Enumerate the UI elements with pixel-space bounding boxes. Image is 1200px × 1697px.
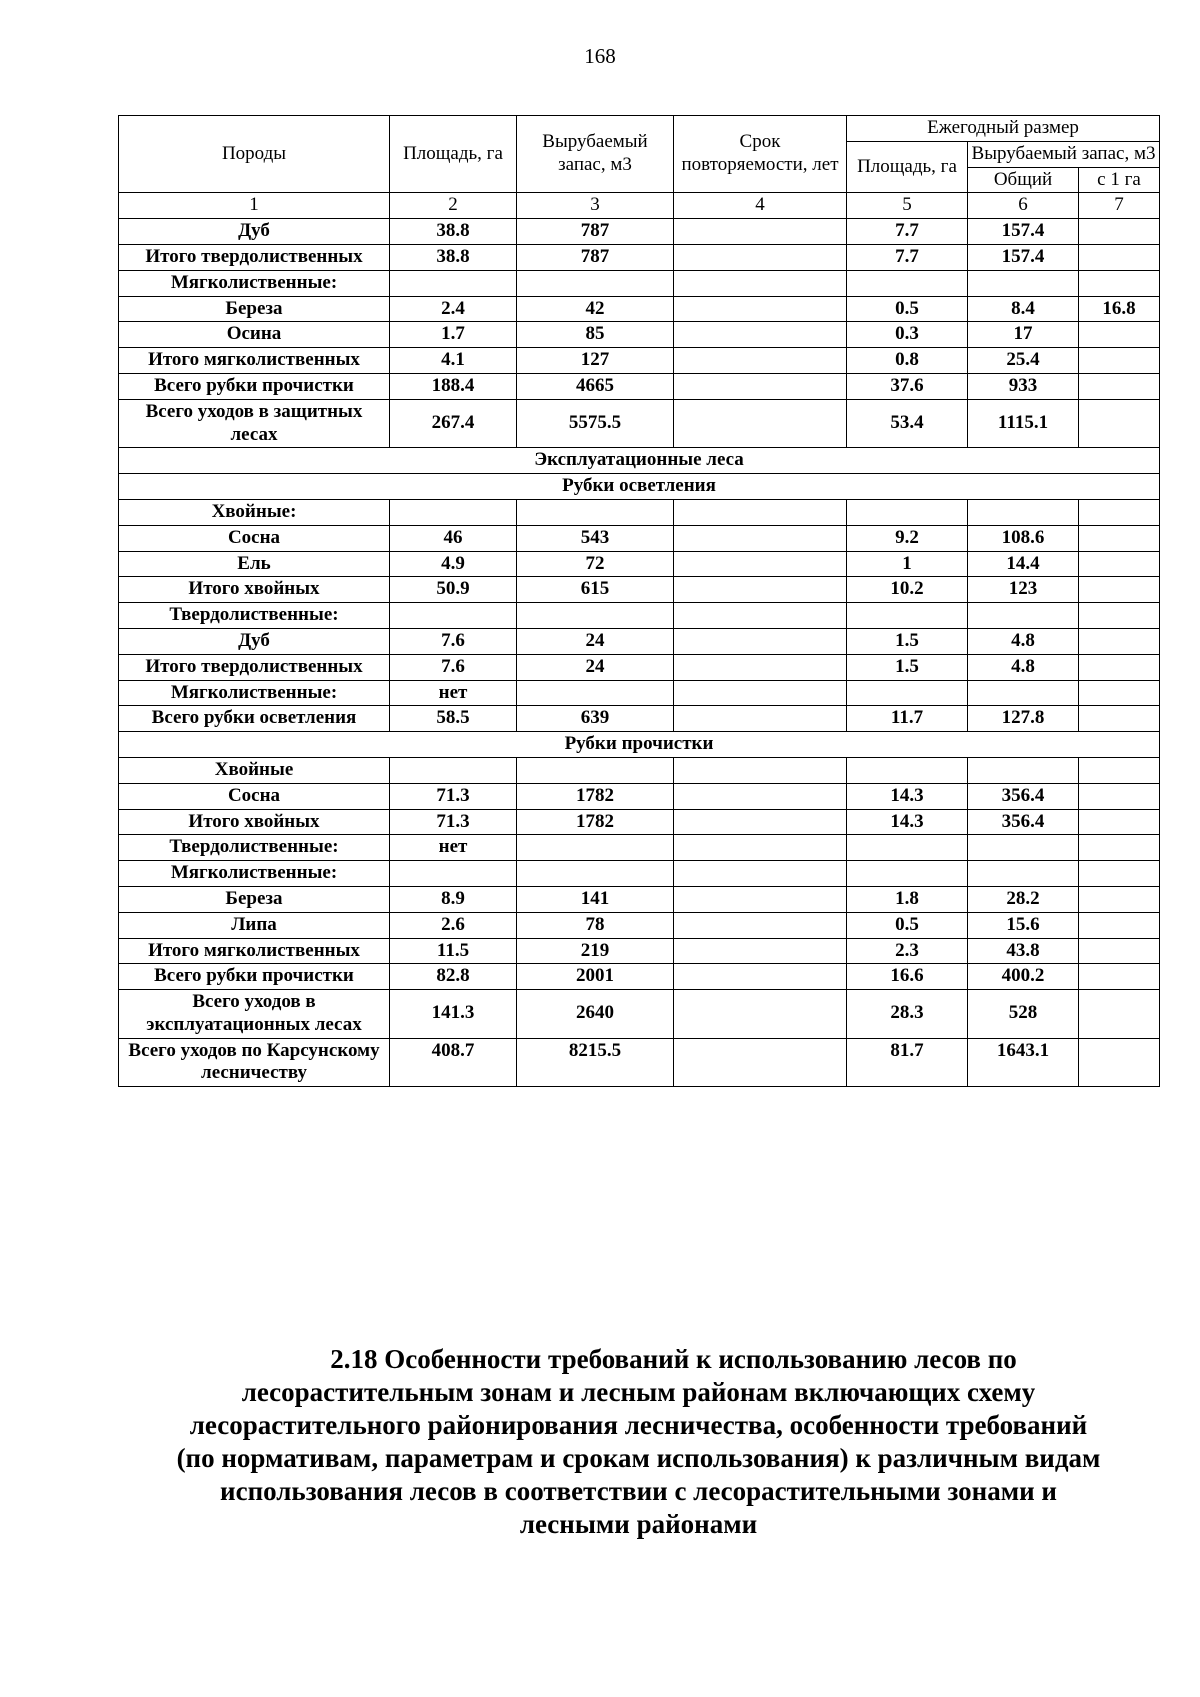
annual-total-cell: 1115.1 — [968, 399, 1079, 448]
area-cell: 58.5 — [390, 706, 517, 732]
volume-cell: 42 — [517, 296, 674, 322]
annual-area-cell: 28.3 — [847, 990, 968, 1039]
period-cell — [674, 757, 847, 783]
heading-line: (по нормативам, параметрам и срокам использования) к различным видам — [176, 1443, 1101, 1473]
table-row — [119, 990, 1160, 1039]
table-body — [119, 219, 1160, 1087]
header-area: Площадь, га — [390, 116, 517, 193]
per-ha-cell — [1079, 499, 1160, 525]
volume-cell: 2640 — [517, 990, 674, 1039]
period-cell — [674, 809, 847, 835]
annual-area-cell: 0.5 — [847, 912, 968, 938]
annual-total-cell: 157.4 — [968, 219, 1079, 245]
table-row — [119, 706, 1160, 732]
annual-total-cell: 43.8 — [968, 938, 1079, 964]
period-cell — [674, 628, 847, 654]
area-cell: 46 — [390, 525, 517, 551]
species-cell: Дуб — [119, 628, 390, 654]
annual-total-cell: 17 — [968, 322, 1079, 348]
heading-line: лесорастительным зонам и лесным районам включающих схему — [241, 1377, 1036, 1407]
per-ha-cell — [1079, 399, 1160, 448]
table-row — [119, 499, 1160, 525]
per-ha-cell — [1079, 835, 1160, 861]
table-row — [119, 912, 1160, 938]
header-annual: Ежегодный размер — [847, 116, 1160, 142]
annual-total-cell: 528 — [968, 990, 1079, 1039]
species-cell: Всего рубки прочистки — [119, 964, 390, 990]
annual-area-cell: 14.3 — [847, 809, 968, 835]
column-number: 7 — [1079, 193, 1160, 219]
period-cell — [674, 551, 847, 577]
area-cell: 71.3 — [390, 809, 517, 835]
period-cell — [674, 654, 847, 680]
area-cell: 4.1 — [390, 348, 517, 374]
annual-area-cell: 14.3 — [847, 783, 968, 809]
species-cell: Осина — [119, 322, 390, 348]
area-cell: 1.7 — [390, 322, 517, 348]
table-row — [119, 577, 1160, 603]
period-cell — [674, 348, 847, 374]
annual-total-cell: 400.2 — [968, 964, 1079, 990]
annual-total-cell: 123 — [968, 577, 1079, 603]
species-cell: Береза — [119, 296, 390, 322]
period-cell — [674, 219, 847, 245]
annual-total-cell: 1643.1 — [968, 1038, 1079, 1087]
annual-area-cell: 7.7 — [847, 219, 968, 245]
table-row — [119, 835, 1160, 861]
table-row — [119, 219, 1160, 245]
volume-cell: 8215.5 — [517, 1038, 674, 1087]
annual-total-cell — [968, 757, 1079, 783]
species-cell: Мягколиственные: — [119, 861, 390, 887]
area-cell: 50.9 — [390, 577, 517, 603]
per-ha-cell — [1079, 680, 1160, 706]
volume-cell: 24 — [517, 628, 674, 654]
annual-total-cell — [968, 499, 1079, 525]
table-row — [119, 322, 1160, 348]
volume-cell: 219 — [517, 938, 674, 964]
per-ha-cell: 16.8 — [1079, 296, 1160, 322]
annual-total-cell: 356.4 — [968, 783, 1079, 809]
volume-cell: 24 — [517, 654, 674, 680]
table-row — [119, 1038, 1160, 1087]
table-row — [119, 938, 1160, 964]
thinning-table — [118, 115, 1160, 1087]
species-cell: Итого мягколиственных — [119, 938, 390, 964]
table-row — [119, 628, 1160, 654]
period-cell — [674, 270, 847, 296]
period-cell — [674, 886, 847, 912]
volume-cell: 615 — [517, 577, 674, 603]
per-ha-cell — [1079, 809, 1160, 835]
volume-cell: 2001 — [517, 964, 674, 990]
annual-area-cell — [847, 603, 968, 629]
annual-total-cell: 108.6 — [968, 525, 1079, 551]
per-ha-cell — [1079, 964, 1160, 990]
volume-cell: 5575.5 — [517, 399, 674, 448]
table-row — [119, 757, 1160, 783]
area-cell: 7.6 — [390, 654, 517, 680]
period-cell — [674, 373, 847, 399]
species-cell: Итого мягколиственных — [119, 348, 390, 374]
area-cell — [390, 499, 517, 525]
table-row — [119, 654, 1160, 680]
section-heading — [118, 1343, 1159, 1541]
table-row — [119, 861, 1160, 887]
species-cell: Всего уходов в эксплуатационных лесах — [119, 990, 390, 1039]
annual-area-cell — [847, 270, 968, 296]
volume-cell — [517, 835, 674, 861]
annual-total-cell: 157.4 — [968, 244, 1079, 270]
annual-area-cell: 37.6 — [847, 373, 968, 399]
header-annual-volume: Вырубаемый запас, м3 — [968, 141, 1160, 167]
area-cell: нет — [390, 680, 517, 706]
annual-area-cell: 11.7 — [847, 706, 968, 732]
per-ha-cell — [1079, 244, 1160, 270]
period-cell — [674, 603, 847, 629]
volume-cell: 787 — [517, 219, 674, 245]
species-cell: Итого твердолиственных — [119, 244, 390, 270]
volume-cell: 543 — [517, 525, 674, 551]
annual-total-cell — [968, 270, 1079, 296]
header-total: Общий — [968, 167, 1079, 193]
column-number: 5 — [847, 193, 968, 219]
volume-cell: 127 — [517, 348, 674, 374]
area-cell — [390, 603, 517, 629]
volume-cell — [517, 270, 674, 296]
annual-area-cell: 53.4 — [847, 399, 968, 448]
area-cell — [390, 270, 517, 296]
table-row — [119, 783, 1160, 809]
header-species: Породы — [119, 116, 390, 193]
period-cell — [674, 1038, 847, 1087]
species-cell: Хвойные — [119, 757, 390, 783]
annual-area-cell — [847, 499, 968, 525]
area-cell: 408.7 — [390, 1038, 517, 1087]
per-ha-cell — [1079, 912, 1160, 938]
header-per-ha: с 1 га — [1079, 167, 1160, 193]
annual-total-cell: 127.8 — [968, 706, 1079, 732]
column-number: 6 — [968, 193, 1079, 219]
period-cell — [674, 964, 847, 990]
species-cell: Итого твердолиственных — [119, 654, 390, 680]
period-cell — [674, 835, 847, 861]
annual-area-cell: 1.8 — [847, 886, 968, 912]
area-cell: 38.8 — [390, 244, 517, 270]
period-cell — [674, 499, 847, 525]
species-cell: Твердолиственные: — [119, 835, 390, 861]
area-cell: 2.6 — [390, 912, 517, 938]
table-row — [119, 296, 1160, 322]
annual-area-cell: 81.7 — [847, 1038, 968, 1087]
header-annual-area: Площадь, га — [847, 141, 968, 193]
per-ha-cell — [1079, 322, 1160, 348]
period-cell — [674, 296, 847, 322]
annual-area-cell — [847, 861, 968, 887]
species-cell: Твердолиственные: — [119, 603, 390, 629]
per-ha-cell — [1079, 783, 1160, 809]
annual-total-cell: 356.4 — [968, 809, 1079, 835]
volume-cell — [517, 680, 674, 706]
area-cell: 7.6 — [390, 628, 517, 654]
annual-area-cell: 1 — [847, 551, 968, 577]
annual-total-cell: 28.2 — [968, 886, 1079, 912]
period-cell — [674, 322, 847, 348]
per-ha-cell — [1079, 577, 1160, 603]
annual-total-cell: 14.4 — [968, 551, 1079, 577]
annual-total-cell: 4.8 — [968, 654, 1079, 680]
period-cell — [674, 706, 847, 732]
annual-total-cell: 15.6 — [968, 912, 1079, 938]
period-cell — [674, 244, 847, 270]
per-ha-cell — [1079, 603, 1160, 629]
annual-area-cell: 1.5 — [847, 654, 968, 680]
annual-total-cell — [968, 680, 1079, 706]
species-cell: Сосна — [119, 783, 390, 809]
heading-line: 2.18 Особенности требований к использованию лесов по — [330, 1344, 1017, 1374]
species-cell: Всего уходов в защитных лесах — [119, 399, 390, 448]
column-number: 4 — [674, 193, 847, 219]
annual-area-cell — [847, 757, 968, 783]
page-number: 168 — [584, 44, 616, 68]
species-cell: Всего рубки прочистки — [119, 373, 390, 399]
annual-area-cell: 16.6 — [847, 964, 968, 990]
annual-area-cell: 2.3 — [847, 938, 968, 964]
table-row — [119, 399, 1160, 448]
volume-cell: 1782 — [517, 809, 674, 835]
species-cell: Итого хвойных — [119, 577, 390, 603]
section-row — [119, 474, 1160, 500]
section-row — [119, 732, 1160, 758]
species-cell: Береза — [119, 886, 390, 912]
area-cell: нет — [390, 835, 517, 861]
table-row — [119, 551, 1160, 577]
period-cell — [674, 399, 847, 448]
species-cell: Всего уходов по Карсунскому лесничеству — [119, 1038, 390, 1087]
volume-cell: 141 — [517, 886, 674, 912]
table-row — [119, 525, 1160, 551]
annual-total-cell — [968, 835, 1079, 861]
volume-cell: 4665 — [517, 373, 674, 399]
area-cell — [390, 757, 517, 783]
table-row — [119, 348, 1160, 374]
area-cell: 141.3 — [390, 990, 517, 1039]
per-ha-cell — [1079, 706, 1160, 732]
heading-line: использования лесов в соответствии с лесорастительными зонами и — [220, 1476, 1057, 1506]
annual-area-cell: 1.5 — [847, 628, 968, 654]
annual-total-cell — [968, 861, 1079, 887]
annual-area-cell: 10.2 — [847, 577, 968, 603]
area-cell: 38.8 — [390, 219, 517, 245]
period-cell — [674, 525, 847, 551]
per-ha-cell — [1079, 348, 1160, 374]
volume-cell — [517, 603, 674, 629]
per-ha-cell — [1079, 270, 1160, 296]
per-ha-cell — [1079, 525, 1160, 551]
column-number: 3 — [517, 193, 674, 219]
period-cell — [674, 990, 847, 1039]
annual-area-cell — [847, 835, 968, 861]
area-cell: 267.4 — [390, 399, 517, 448]
species-cell: Всего рубки осветления — [119, 706, 390, 732]
species-cell: Липа — [119, 912, 390, 938]
area-cell — [390, 861, 517, 887]
per-ha-cell — [1079, 757, 1160, 783]
area-cell: 4.9 — [390, 551, 517, 577]
table-row — [119, 809, 1160, 835]
annual-total-cell: 8.4 — [968, 296, 1079, 322]
column-number: 1 — [119, 193, 390, 219]
volume-cell: 78 — [517, 912, 674, 938]
column-numbers-row — [119, 193, 1160, 219]
per-ha-cell — [1079, 861, 1160, 887]
per-ha-cell — [1079, 886, 1160, 912]
table-row — [119, 886, 1160, 912]
heading-line: лесными районами — [519, 1509, 758, 1539]
volume-cell: 72 — [517, 551, 674, 577]
table-row — [119, 244, 1160, 270]
per-ha-cell — [1079, 654, 1160, 680]
species-cell: Итого хвойных — [119, 809, 390, 835]
annual-area-cell: 0.5 — [847, 296, 968, 322]
per-ha-cell — [1079, 1038, 1160, 1087]
annual-area-cell: 9.2 — [847, 525, 968, 551]
annual-area-cell: 0.8 — [847, 348, 968, 374]
table-row — [119, 964, 1160, 990]
section-row — [119, 448, 1160, 474]
column-number: 2 — [390, 193, 517, 219]
period-cell — [674, 577, 847, 603]
area-cell: 71.3 — [390, 783, 517, 809]
annual-total-cell: 25.4 — [968, 348, 1079, 374]
table-row — [119, 603, 1160, 629]
area-cell: 8.9 — [390, 886, 517, 912]
species-cell: Ель — [119, 551, 390, 577]
annual-total-cell: 4.8 — [968, 628, 1079, 654]
volume-cell: 85 — [517, 322, 674, 348]
period-cell — [674, 938, 847, 964]
table-row — [119, 270, 1160, 296]
per-ha-cell — [1079, 990, 1160, 1039]
area-cell: 11.5 — [390, 938, 517, 964]
volume-cell — [517, 757, 674, 783]
table-row — [119, 373, 1160, 399]
volume-cell: 639 — [517, 706, 674, 732]
species-cell: Хвойные: — [119, 499, 390, 525]
annual-area-cell: 7.7 — [847, 244, 968, 270]
annual-total-cell — [968, 603, 1079, 629]
species-cell: Мягколиственные: — [119, 270, 390, 296]
volume-cell — [517, 861, 674, 887]
per-ha-cell — [1079, 219, 1160, 245]
area-cell: 82.8 — [390, 964, 517, 990]
per-ha-cell — [1079, 628, 1160, 654]
period-cell — [674, 912, 847, 938]
per-ha-cell — [1079, 373, 1160, 399]
period-cell — [674, 680, 847, 706]
volume-cell: 787 — [517, 244, 674, 270]
area-cell: 188.4 — [390, 373, 517, 399]
species-cell: Мягколиственные: — [119, 680, 390, 706]
annual-total-cell: 933 — [968, 373, 1079, 399]
period-cell — [674, 783, 847, 809]
section-title: Эксплуатационные леса — [119, 448, 1160, 474]
volume-cell: 1782 — [517, 783, 674, 809]
section-title: Рубки осветления — [119, 474, 1160, 500]
volume-cell — [517, 499, 674, 525]
section-title: Рубки прочистки — [119, 732, 1160, 758]
annual-area-cell — [847, 680, 968, 706]
header-volume: Вырубаемый запас, м3 — [517, 116, 674, 193]
species-cell: Сосна — [119, 525, 390, 551]
per-ha-cell — [1079, 551, 1160, 577]
per-ha-cell — [1079, 938, 1160, 964]
area-cell: 2.4 — [390, 296, 517, 322]
period-cell — [674, 861, 847, 887]
species-cell: Дуб — [119, 219, 390, 245]
table-row — [119, 680, 1160, 706]
heading-line: лесорастительного районирования лесничества, особенности требований — [189, 1410, 1088, 1440]
annual-area-cell: 0.3 — [847, 322, 968, 348]
header-period: Срок повторяемости, лет — [674, 116, 847, 193]
